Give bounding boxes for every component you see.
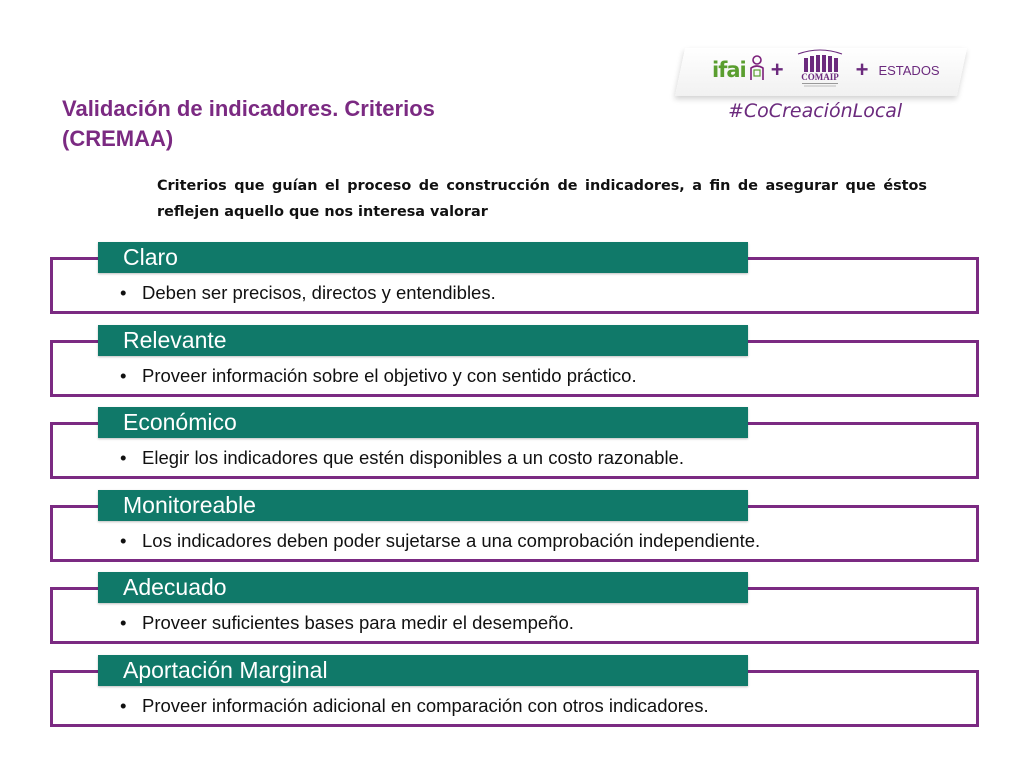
svg-text:COMAIP: COMAIP [800,71,839,82]
bullet: • [120,365,127,386]
description-text: Deben ser precisos, directos y entendibles. [142,282,496,303]
bullet: • [120,530,127,551]
criterion-relevante [0,325,1024,407]
plus-sign: + [770,57,784,82]
criterion-description [120,281,496,305]
hashtag: #CoCreaciónLocal [728,100,903,122]
box-border [50,587,98,590]
criterion-claro [0,242,1024,324]
estados-label: ESTADOS [878,62,940,78]
box-border [748,670,979,673]
criterion-header: Claro [98,242,748,273]
criterion-aportacion-marginal [0,655,1024,737]
box-border [50,257,98,260]
criterion-description [120,611,574,635]
plus-sign: + [855,57,869,82]
criterion-description [120,364,637,388]
bullet: • [120,695,127,716]
bullet: • [120,612,127,633]
box-border [50,422,98,425]
box-border [748,257,979,260]
criterion-economico [0,407,1024,489]
criterion-header: Monitoreable [98,490,748,521]
criterion-header: Relevante [98,325,748,356]
page-title: Validación de indicadores. Criterios (CREMAA) [62,96,435,151]
description-text: Elegir los indicadores que estén disponibles a un costo razonable. [142,447,684,468]
criterion-header: Adecuado [98,572,748,603]
person-icon [749,55,765,86]
criterion-description [120,529,760,553]
partner-logos [712,50,940,90]
criterion-description [120,446,684,470]
comaip-logo [790,48,850,93]
criterion-header: Económico [98,407,748,438]
criterion-description [120,694,709,718]
box-border [50,340,98,343]
box-border [748,587,979,590]
ifai-logo: ifai [712,58,746,82]
box-border [748,422,979,425]
intro-text: Criterios que guían el proceso de construcción de indicadores, a fin de asegurar que éstos reflejen aquello que nos interesa valorar [157,178,927,220]
box-border [748,505,979,508]
description-text: Proveer información sobre el objetivo y con sentido práctico. [142,365,637,386]
box-border [50,505,98,508]
criterion-monitoreable [0,490,1024,572]
bullet: • [120,282,127,303]
description-text: Los indicadores deben poder sujetarse a una comprobación independiente. [142,530,761,551]
bullet: • [120,447,127,468]
description-text: Proveer suficientes bases para medir el desempeño. [142,612,574,633]
description-text: Proveer información adicional en comparación con otros indicadores. [142,695,709,716]
criterion-adecuado [0,572,1024,654]
criterion-header: Aportación Marginal [98,655,748,686]
box-border [50,670,98,673]
box-border [748,340,979,343]
